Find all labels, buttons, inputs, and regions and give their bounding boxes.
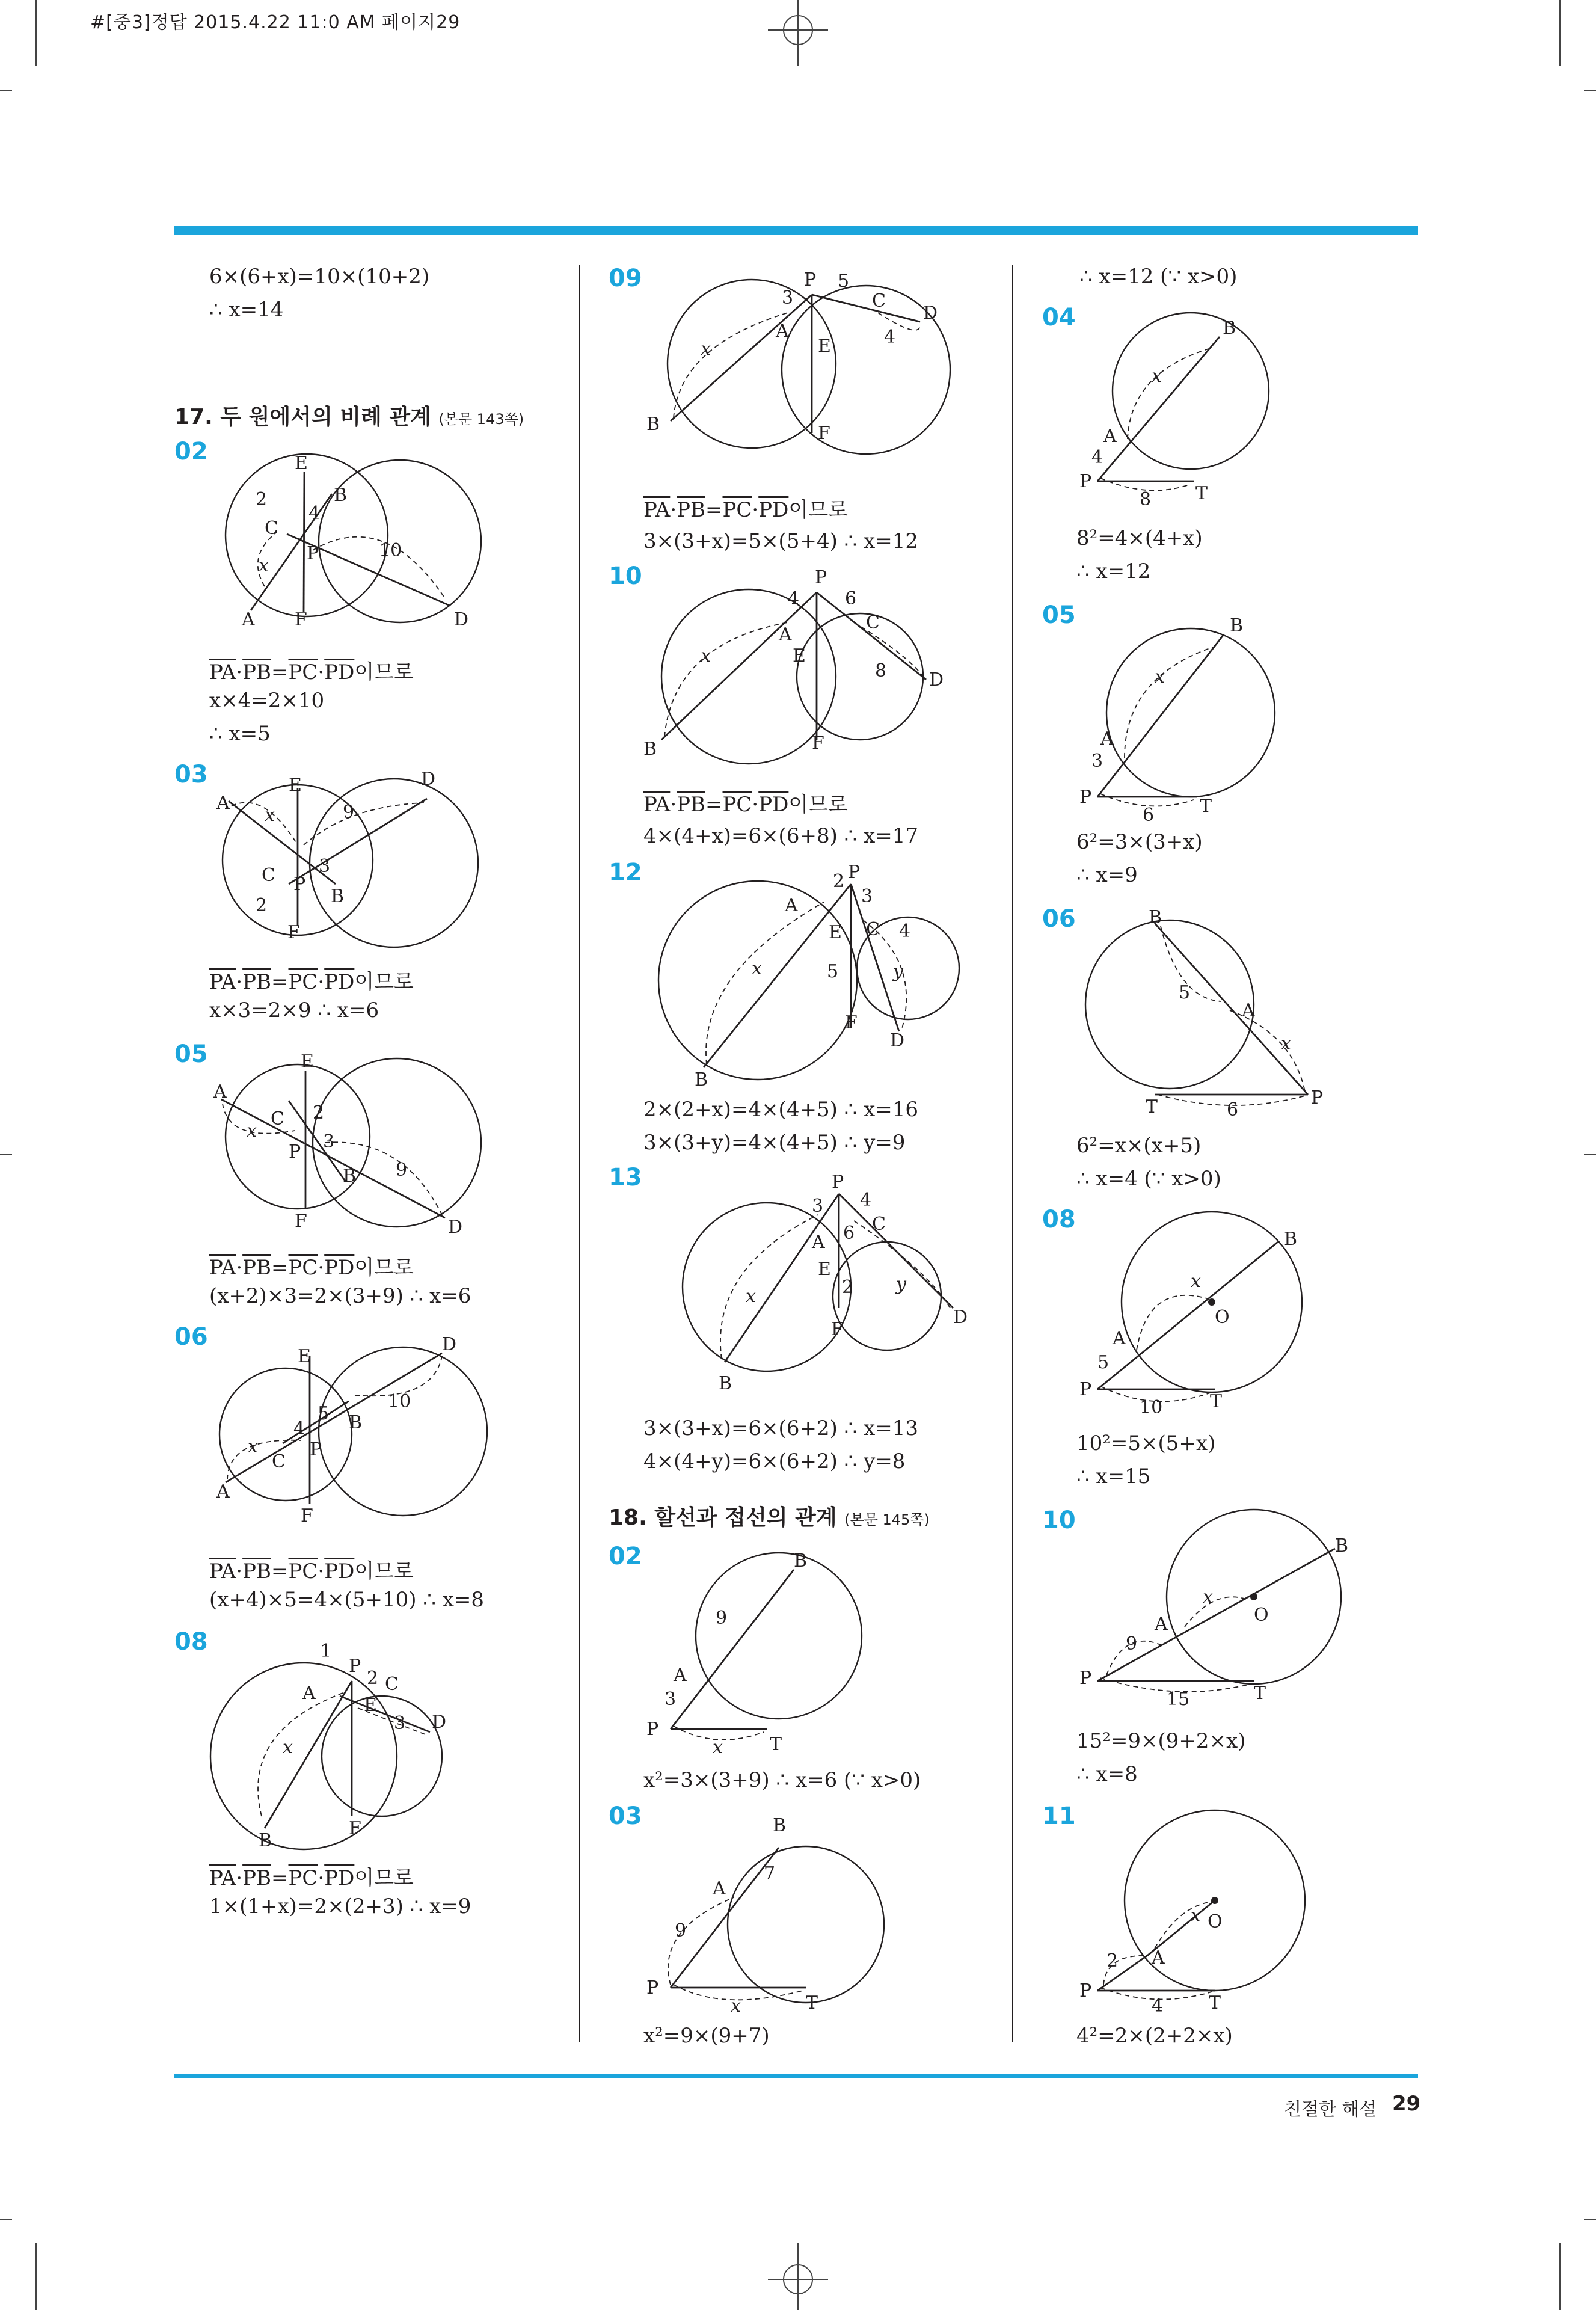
svg-text:P: P <box>646 1977 659 1998</box>
problem-number: 10 <box>1042 1507 1076 1534</box>
diagram-10 <box>637 565 974 764</box>
svg-text:1: 1 <box>320 1641 332 1662</box>
equation: 4×(4+y)=6×(6+2) ∴ y=8 <box>643 1449 906 1473</box>
equation: ∴ x=9 <box>1076 863 1138 887</box>
equation: $\overline{PA}\cdot\overline{PB}=\overline{PC}\cdot\overline{PD}$이므로 <box>209 970 414 994</box>
svg-text:E: E <box>818 336 831 357</box>
svg-text:E: E <box>295 453 308 474</box>
svg-text:D: D <box>432 1712 447 1733</box>
svg-text:x: x <box>752 958 762 979</box>
svg-text:x: x <box>746 1286 756 1307</box>
problem-number: 05 <box>1042 601 1076 629</box>
diagram-06 <box>204 1329 493 1528</box>
svg-text:x: x <box>247 1120 257 1141</box>
svg-text:P: P <box>848 862 861 883</box>
svg-text:A: A <box>776 321 789 342</box>
svg-text:F: F <box>818 423 830 444</box>
equation: 15²=9×(9+2×x) <box>1076 1729 1246 1753</box>
problem-number: 11 <box>1042 1802 1076 1830</box>
svg-text:F: F <box>301 1505 313 1526</box>
svg-text:C: C <box>866 919 880 940</box>
svg-text:A: A <box>1100 728 1114 749</box>
svg-text:2: 2 <box>833 871 845 892</box>
svg-text:P: P <box>1079 1980 1092 2001</box>
svg-text:2: 2 <box>367 1668 379 1689</box>
equation: $\overline{PA}\cdot\overline{PB}=\overline{PC}\cdot\overline{PD}$이므로 <box>643 498 848 522</box>
svg-text:F: F <box>831 1319 844 1340</box>
svg-text:B: B <box>259 1830 272 1851</box>
svg-text:5: 5 <box>838 271 850 292</box>
svg-text:P: P <box>349 1656 361 1677</box>
top-accent-bar <box>174 226 1418 235</box>
svg-text:x: x <box>1281 1033 1291 1054</box>
svg-text:3: 3 <box>861 886 873 907</box>
svg-text:D: D <box>454 609 469 630</box>
svg-text:F: F <box>349 1818 361 1839</box>
svg-text:6: 6 <box>843 1223 855 1244</box>
problem-number: 08 <box>1042 1206 1076 1233</box>
svg-text:4: 4 <box>788 588 800 609</box>
equation: 6²=x×(x+5) <box>1076 1134 1202 1158</box>
diagram-s10 <box>1070 1510 1359 1726</box>
equation: 1×(1+x)=2×(2+3) ∴ x=9 <box>209 1894 471 1918</box>
svg-text:D: D <box>442 1334 457 1355</box>
diagram-02 <box>198 436 499 634</box>
diagram-s08 <box>1070 1209 1329 1425</box>
svg-text:A: A <box>713 1878 726 1899</box>
svg-text:A: A <box>1242 1000 1255 1021</box>
equation: (x+4)×5=4×(5+10) ∴ x=8 <box>209 1588 485 1612</box>
svg-text:x: x <box>1191 1271 1201 1292</box>
svg-text:A: A <box>302 1683 316 1704</box>
svg-text:6: 6 <box>1227 1099 1239 1120</box>
svg-text:y: y <box>893 961 903 982</box>
svg-text:x: x <box>283 1737 293 1758</box>
equation: $\overline{PA}\cdot\overline{PB}=\overline{PC}\cdot\overline{PD}$이므로 <box>209 1559 414 1584</box>
svg-text:B: B <box>334 485 348 506</box>
svg-text:x: x <box>713 1737 723 1758</box>
svg-text:C: C <box>265 518 278 539</box>
section-title-18: 18. 할선과 접선의 관계 (본문 145쪽) <box>609 1505 930 1530</box>
svg-text:B: B <box>773 1815 787 1836</box>
svg-text:x: x <box>248 1436 258 1457</box>
svg-text:T: T <box>1254 1683 1266 1704</box>
svg-text:3: 3 <box>394 1713 406 1734</box>
svg-text:10: 10 <box>388 1391 411 1412</box>
equation: 3×(3+y)=4×(4+5) ∴ y=9 <box>643 1131 906 1155</box>
equation: 10²=5×(5+x) <box>1076 1431 1216 1455</box>
equation: ∴ x=8 <box>1076 1762 1138 1786</box>
svg-text:3: 3 <box>812 1196 824 1217</box>
svg-text:2: 2 <box>256 489 268 510</box>
svg-text:F: F <box>295 1211 307 1232</box>
svg-text:2: 2 <box>1106 1950 1119 1971</box>
problem-number: 10 <box>609 562 642 590</box>
svg-text:P: P <box>1311 1087 1324 1108</box>
svg-text:E: E <box>793 645 806 666</box>
diagram-s02 <box>637 1546 890 1762</box>
diagram-08 <box>204 1636 493 1852</box>
svg-text:B: B <box>719 1373 732 1394</box>
page-number: 29 <box>1392 2092 1421 2116</box>
svg-text:B: B <box>1149 907 1162 928</box>
svg-text:3: 3 <box>323 1131 335 1152</box>
bottom-accent-bar <box>174 2074 1418 2078</box>
svg-text:7: 7 <box>764 1863 776 1884</box>
diagram-s06 <box>1070 908 1335 1119</box>
svg-text:D: D <box>448 1217 463 1238</box>
svg-text:P: P <box>310 1439 322 1460</box>
svg-text:P: P <box>804 269 817 290</box>
equation: 6²=3×(3+x) <box>1076 830 1203 854</box>
svg-text:A: A <box>1113 1328 1126 1349</box>
equation: x×4=2×10 <box>209 689 325 713</box>
equation: 8²=4×(4+x) <box>1076 526 1203 550</box>
svg-text:6: 6 <box>1143 805 1155 826</box>
svg-text:5: 5 <box>1179 982 1191 1003</box>
column-divider-1 <box>579 265 580 2042</box>
svg-text:9: 9 <box>675 1920 687 1941</box>
svg-text:A: A <box>216 793 230 814</box>
svg-text:A: A <box>1152 1947 1165 1968</box>
svg-text:3: 3 <box>782 287 794 309</box>
diagram-s04 <box>1070 307 1293 510</box>
svg-text:4: 4 <box>1091 447 1103 468</box>
equation: ∴ x=14 <box>209 298 284 322</box>
diagram-s03 <box>637 1804 890 2021</box>
svg-text:9: 9 <box>343 802 355 823</box>
problem-number: 02 <box>174 438 208 465</box>
svg-text:T: T <box>770 1734 782 1755</box>
svg-text:P: P <box>1079 1379 1092 1400</box>
svg-text:2: 2 <box>313 1102 325 1123</box>
svg-text:x: x <box>265 805 275 826</box>
svg-text:A: A <box>674 1665 687 1686</box>
svg-text:E: E <box>829 922 842 943</box>
svg-text:B: B <box>1230 615 1244 636</box>
svg-text:x: x <box>1155 666 1165 687</box>
svg-text:x: x <box>259 555 269 576</box>
svg-text:2: 2 <box>256 895 268 916</box>
equation: $\overline{PA}\cdot\overline{PB}=\overline{PC}\cdot\overline{PD}$이므로 <box>643 793 848 817</box>
svg-text:x: x <box>1203 1587 1213 1608</box>
equation: x²=3×(3+9) ∴ x=6 (∵ x>0) <box>643 1768 921 1792</box>
equation: 4×(4+x)=6×(6+8) ∴ x=17 <box>643 824 919 848</box>
svg-text:D: D <box>890 1030 905 1051</box>
equation: $\overline{PA}\cdot\overline{PB}=\overline{PC}\cdot\overline{PD}$이므로 <box>209 1866 414 1890</box>
print-slug: #[중3]정답 2015.4.22 11:0 AM 페이지29 <box>90 12 461 33</box>
svg-text:10: 10 <box>379 540 402 561</box>
problem-number: 06 <box>1042 905 1076 933</box>
equation: 4²=2×(2+2×x) <box>1076 2024 1233 2048</box>
equation: ∴ x=5 <box>209 722 271 746</box>
svg-text:9: 9 <box>1126 1633 1138 1654</box>
svg-text:2: 2 <box>842 1277 854 1298</box>
svg-text:C: C <box>872 1214 886 1235</box>
svg-text:D: D <box>923 303 938 324</box>
svg-text:4: 4 <box>884 327 896 348</box>
svg-text:D: D <box>953 1307 968 1328</box>
svg-text:3: 3 <box>1091 751 1103 772</box>
svg-text:E: E <box>364 1695 377 1716</box>
svg-text:F: F <box>295 609 307 630</box>
column-divider-2 <box>1012 265 1013 2042</box>
svg-text:P: P <box>1079 787 1092 808</box>
svg-text:F: F <box>812 733 824 754</box>
svg-text:8: 8 <box>875 660 887 681</box>
svg-text:4: 4 <box>1152 1995 1164 2017</box>
equation: $\overline{PA}\cdot\overline{PB}=\overline{PC}\cdot\overline{PD}$이므로 <box>209 660 414 684</box>
svg-text:x: x <box>731 1995 741 2017</box>
svg-text:x: x <box>1152 366 1162 387</box>
problem-number: 02 <box>609 1543 642 1570</box>
svg-text:C: C <box>872 290 886 312</box>
footer-label: 친절한 해설 <box>1284 2099 1377 2120</box>
svg-text:P: P <box>832 1172 844 1193</box>
problem-number: 04 <box>1042 304 1076 331</box>
equation: 6×(6+x)=10×(10+2) <box>209 265 430 289</box>
svg-text:B: B <box>646 414 660 435</box>
svg-text:O: O <box>1215 1307 1230 1328</box>
svg-text:4: 4 <box>308 503 321 524</box>
svg-text:D: D <box>421 769 436 790</box>
svg-text:5: 5 <box>827 961 839 982</box>
svg-text:O: O <box>1208 1911 1223 1932</box>
svg-text:E: E <box>301 1051 314 1072</box>
svg-text:A: A <box>216 1481 230 1502</box>
equation: $\overline{PA}\cdot\overline{PB}=\overline{PC}\cdot\overline{PD}$이므로 <box>209 1256 414 1280</box>
svg-text:C: C <box>262 865 275 886</box>
equation: 3×(3+x)=6×(6+2) ∴ x=13 <box>643 1416 919 1440</box>
svg-text:A: A <box>1155 1614 1168 1635</box>
diagram-12 <box>637 860 974 1090</box>
svg-text:T: T <box>806 1992 818 2014</box>
equation: (x+2)×3=2×(3+9) ∴ x=6 <box>209 1284 471 1308</box>
svg-text:15: 15 <box>1167 1689 1190 1710</box>
svg-text:B: B <box>643 739 657 760</box>
svg-text:5: 5 <box>1097 1352 1110 1373</box>
equation: ∴ x=12 (∵ x>0) <box>1079 265 1238 289</box>
svg-text:B: B <box>695 1069 708 1090</box>
section-title-17: 17. 두 원에서의 비례 관계 (본문 143쪽) <box>174 405 524 429</box>
svg-text:P: P <box>293 874 306 895</box>
equation: ∴ x=12 <box>1076 559 1151 583</box>
svg-text:A: A <box>812 1232 825 1253</box>
svg-text:B: B <box>331 886 345 907</box>
diagram-13 <box>637 1167 974 1395</box>
svg-text:A: A <box>779 624 792 645</box>
svg-text:C: C <box>385 1674 399 1695</box>
svg-text:P: P <box>307 543 319 564</box>
problem-number: 06 <box>174 1323 208 1351</box>
svg-text:3: 3 <box>664 1689 677 1710</box>
svg-text:B: B <box>1335 1535 1349 1556</box>
svg-text:4: 4 <box>860 1190 872 1211</box>
svg-text:P: P <box>646 1719 659 1740</box>
svg-text:T: T <box>1195 483 1208 504</box>
svg-text:T: T <box>1209 1992 1221 2014</box>
svg-text:O: O <box>1254 1605 1269 1626</box>
svg-text:A: A <box>1103 426 1117 447</box>
svg-text:4: 4 <box>293 1418 305 1439</box>
svg-text:A: A <box>213 1081 227 1102</box>
diagram-05 <box>204 1046 493 1245</box>
svg-text:C: C <box>866 612 880 633</box>
svg-text:C: C <box>272 1451 286 1472</box>
diagram-s05 <box>1070 604 1293 827</box>
diagram-03 <box>204 764 487 944</box>
problem-number: 12 <box>609 859 642 886</box>
svg-text:y: y <box>896 1274 906 1295</box>
svg-text:x: x <box>1191 1905 1201 1926</box>
equation: 2×(2+x)=4×(4+5) ∴ x=16 <box>643 1098 919 1122</box>
svg-text:F: F <box>287 922 300 943</box>
svg-text:x: x <box>701 339 711 360</box>
svg-text:D: D <box>929 669 944 690</box>
svg-text:B: B <box>349 1412 363 1433</box>
svg-text:T: T <box>1146 1096 1158 1117</box>
svg-text:E: E <box>289 775 302 796</box>
svg-text:E: E <box>298 1346 311 1367</box>
problem-number: 05 <box>174 1040 208 1068</box>
equation: ∴ x=15 <box>1076 1464 1151 1488</box>
svg-text:P: P <box>815 567 827 588</box>
svg-text:P: P <box>289 1141 301 1163</box>
svg-text:A: A <box>785 895 798 916</box>
svg-text:P: P <box>1079 471 1092 492</box>
svg-text:T: T <box>1210 1391 1223 1412</box>
svg-text:4: 4 <box>899 921 911 942</box>
problem-number: 03 <box>174 761 208 788</box>
svg-text:C: C <box>271 1108 284 1129</box>
svg-text:5: 5 <box>318 1403 330 1424</box>
svg-text:10: 10 <box>1140 1397 1163 1418</box>
svg-text:6: 6 <box>845 588 857 609</box>
problem-number: 13 <box>609 1164 642 1191</box>
diagram-09 <box>637 268 968 448</box>
svg-text:x: x <box>701 645 711 666</box>
svg-text:3: 3 <box>319 856 331 877</box>
diagram-s11 <box>1070 1804 1323 2021</box>
svg-text:A: A <box>242 609 255 630</box>
svg-text:B: B <box>343 1166 357 1187</box>
equation: x×3=2×9 ∴ x=6 <box>209 998 379 1022</box>
equation: ∴ x=4 (∵ x>0) <box>1076 1167 1221 1191</box>
svg-text:B: B <box>1223 318 1236 339</box>
svg-text:B: B <box>794 1550 808 1571</box>
svg-text:F: F <box>845 1012 858 1033</box>
svg-text:B: B <box>1284 1229 1298 1250</box>
svg-text:P: P <box>1079 1668 1092 1689</box>
svg-text:E: E <box>818 1259 831 1280</box>
equation: x²=9×(9+7) <box>643 2024 770 2048</box>
svg-text:T: T <box>1200 796 1212 817</box>
svg-text:8: 8 <box>1140 489 1152 510</box>
problem-number: 09 <box>609 265 642 292</box>
problem-number: 03 <box>609 1802 642 1830</box>
svg-text:9: 9 <box>716 1608 728 1629</box>
svg-text:9: 9 <box>396 1160 408 1181</box>
equation: 3×(3+x)=5×(5+4) ∴ x=12 <box>643 529 919 553</box>
problem-number: 08 <box>174 1628 208 1656</box>
